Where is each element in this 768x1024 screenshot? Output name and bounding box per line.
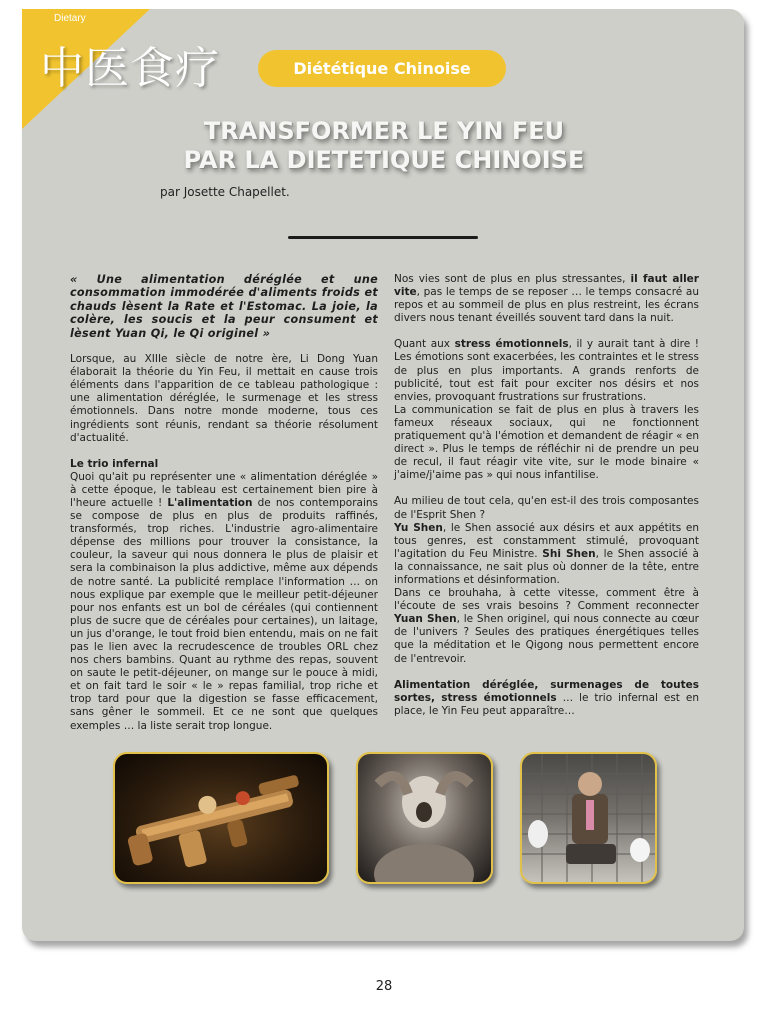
- section-pill: Diététique Chinoise: [258, 50, 506, 87]
- article-headline: [120, 117, 648, 175]
- photo-man-in-restroom: [520, 752, 657, 884]
- text-bold: L'alimentation: [167, 496, 253, 509]
- paragraph-intro: Lorsque, au XIIIe siècle de notre ère, Li Dong Yuan élaborait la théorie du Yin Feu, il mettait en cause trois éléments dans l'apparition de ce tableau pathologique : une alimentation déréglée, le surmenage et les stress émotionnels. Dans notre monde moderne, tous ces ingrédients sont réunis, rendant sa théorie résolument d'actualité.: [70, 353, 378, 444]
- author-byline: par Josette Chapellet.: [160, 185, 290, 199]
- page-number: 28: [375, 979, 393, 994]
- text-span: Dans ce brouhaha, à cette vitesse, comment être à l'écoute de ses vrais besoins ? Comment reconnecter: [394, 587, 699, 613]
- text-span: de nos contemporains se compose de plus en plus de produits raffinés, transformés, trop riches. L'industrie agro-alimentaire dépense des millions pour trouver la consistance, la couleur, la saveur qui nous donnera le plus de plaisir et sera la combinaison la plus addictive, même aux dépends de notre santé. La publicité remplace l'information … on nous explique par exemple que le meilleur petit-déjeuner pour nos enfants est un bol de céréales (qui contiennent plus de sucre que de céréales pour certaines), un laitage, un jus d'orange, le tout froid bien entendu, mais on ne fait pas le lien avec la recrudescence de troubles ORL chez nos chers bambins. Quant au rythme des repas, souvent on saute le petit-déjeuner, on mange sur le pouce à midi, et on fait tard le soir « le » repas familial, trop riche et trop tard pour que la digestion se fasse efficacement, sans gêner le sommeil. Et ce ne sont que quelques exemples … la liste serait trop longue.: [70, 496, 379, 732]
- headline-line-1: TRANSFORMER LE YIN FEU: [203, 117, 565, 145]
- text-bold: il faut aller vite: [394, 273, 699, 299]
- photo-stressed-man: [356, 752, 493, 884]
- paragraph-yuan-shen: [394, 587, 699, 666]
- text-span: Nos vies sont de plus en plus stressantes,: [394, 273, 631, 285]
- text-span: , le Shen originel, qui nous connecte au cœur de l'univers ? Seules des pratiques énergétiques telles que la méditation et le Qigong nous permettent encore de l'entrevoir.: [394, 613, 700, 665]
- divider-rule: [288, 236, 478, 239]
- text-bold: stress émotionnels: [454, 338, 569, 351]
- paragraph-conclusion: [394, 679, 699, 718]
- text-span: , pas le temps de se reposer … le temps consacré au repos et au sommeil de plus en plus restreint, les écrans divers nous tenant éveillés souvent tard dans la nuit.: [394, 286, 699, 325]
- text-span: Quant aux: [394, 338, 455, 351]
- paragraph-shen-question: Au milieu de tout cela, qu'en est-il des trois composantes de l'Esprit Shen ?: [394, 495, 699, 521]
- stressed-man-illustration: [358, 754, 491, 882]
- paragraph-yu-shen: [394, 522, 699, 587]
- paragraph-alimentation: [70, 471, 378, 733]
- paragraph-emotions: [394, 338, 699, 403]
- text-bold: Yuan Shen: [394, 613, 457, 626]
- lead-quote: « Une alimentation déréglée et une consommation immodérée d'aliments froids et chauds lèsent la Rate et l'Estomac. La joie, la colère, les soucis et la peur consument et lèsent Yuan Qi, le Qi originel »: [70, 273, 378, 340]
- text-bold: Yu Shen: [394, 521, 443, 534]
- headline-line-2: PAR LA DIETETIQUE CHINOISE: [183, 146, 585, 174]
- photo-food-gun: [113, 752, 329, 884]
- text-span: , le Shen associé à la connaissance, ne sait plus où donner de la tête, entre informations et désinformation.: [394, 547, 699, 586]
- food-gun-illustration: [115, 754, 327, 882]
- text-span: … le trio infernal est en place, le Yin Feu peut apparaître…: [394, 691, 699, 717]
- subheading-trio: [70, 458, 378, 471]
- text-span: , le Shen associé aux désirs et aux appétits en tous genres, est constamment stimulé, provoquant l'agitation du Feu Ministre.: [394, 521, 699, 560]
- chinese-title: 中医食疗: [40, 43, 220, 94]
- paragraph-social-networks: La communication se fait de plus en plus à travers les fameux réseaux sociaux, qui ne fonctionnent pratiquement qu'à l'émotion et demandent de réagir « en direct ». Plus le temps de réfléchir ni de prendre un peu de recul, il faut réagir vite vite, sur le mode binaire « j'aime/j'aime pas » qui nous infantilise.: [394, 403, 699, 482]
- subheading-trio-text: Le trio infernal: [70, 457, 159, 470]
- column-right: [394, 273, 699, 731]
- column-left: [70, 273, 378, 746]
- text-span: , il y aurait tant à dire ! Les émotions sont exacerbées, les contraintes et le stress de plus en plus importants. A grands renforts de publicité, tout est fait pour exciter nos désirs et nos envies, provoquant frustrations sur frustrations.: [394, 338, 699, 403]
- text-bold: Alimentation déréglée, surmenages de toutes sortes, stress émotionnels: [394, 678, 699, 704]
- text-span: Quoi qu'ait pu représenter une « alimentation déréglée » à cette époque, le tableau est certainement bien pire à l'heure actuelle !: [70, 470, 378, 509]
- corner-label: Dietary: [54, 13, 86, 24]
- paragraph-stress-life: [394, 273, 699, 325]
- restroom-illustration: [522, 754, 655, 882]
- text-bold: Shi Shen: [542, 547, 596, 560]
